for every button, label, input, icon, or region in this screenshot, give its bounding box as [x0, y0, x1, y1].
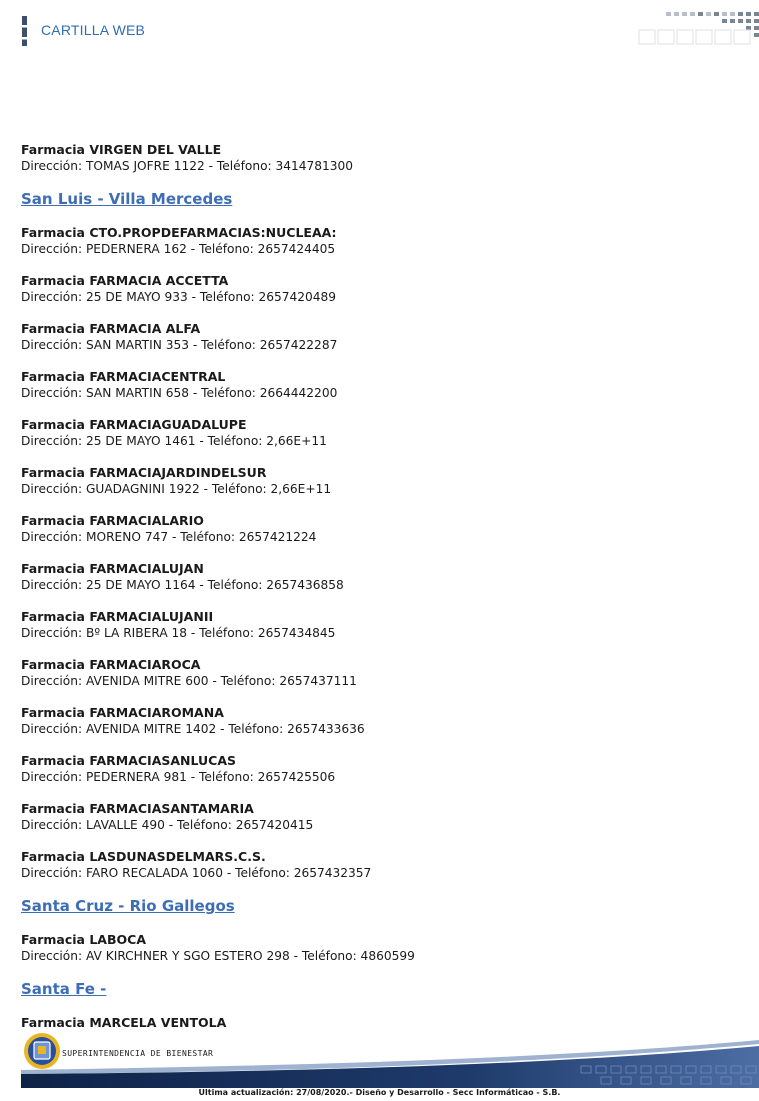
- footer-org-name: SUPERINTENDENCIA DE BIENESTAR: [62, 1049, 214, 1058]
- pharmacy-entry: [21, 141, 741, 175]
- pharmacy-name: Farmacia FARMACIALUJAN: [21, 561, 204, 576]
- pharmacy-entry: [21, 320, 741, 354]
- pharmacy-address: Dirección: AVENIDA MITRE 600 - Teléfono: 2657437111: [21, 674, 357, 688]
- pharmacy-name: Farmacia FARMACIACENTRAL: [21, 369, 226, 384]
- pharmacy-entry: [21, 752, 741, 786]
- pharmacy-name: Farmacia FARMACIAROMANA: [21, 705, 224, 720]
- pharmacy-name: Farmacia FARMACIAROCA: [21, 657, 201, 672]
- section-heading[interactable]: Santa Fe -: [21, 980, 107, 998]
- pharmacy-address: Dirección: TOMAS JOFRE 1122 - Teléfono: 3414781300: [21, 159, 354, 173]
- header-decoration: [636, 10, 759, 48]
- pharmacy-address: Dirección: LAVALLE 490 - Teléfono: 2657420415: [21, 818, 314, 832]
- pharmacy-name: Farmacia VIRGEN DEL VALLE: [21, 142, 222, 157]
- pharmacy-address: Dirección: SAN MARTIN 353 - Teléfono: 2657422287: [21, 338, 338, 352]
- pharmacy-entry: [21, 224, 741, 258]
- page-title: CARTILLA WEB: [41, 22, 146, 38]
- pharmacy-name: Farmacia FARMACIA ALFA: [21, 321, 201, 336]
- pharmacy-entry: [21, 368, 741, 402]
- pharmacy-name: Farmacia FARMACIASANTAMARIA: [21, 801, 254, 816]
- pharmacy-address: Dirección: 25 DE MAYO 1461 - Teléfono: 2,66E+11: [21, 434, 327, 448]
- pharmacy-name: Farmacia MARCELA VENTOLA: [21, 1015, 227, 1030]
- pharmacy-entry: [21, 931, 741, 965]
- section-heading[interactable]: San Luis - Villa Mercedes: [21, 190, 233, 208]
- pharmacy-address: Dirección: AVENIDA MITRE 1402 - Teléfono: 2657433636: [21, 722, 365, 736]
- pharmacy-address: Dirección: AV KIRCHNER Y SGO ESTERO 298 - Teléfono: 4860599: [21, 949, 415, 963]
- pharmacy-entry: [21, 560, 741, 594]
- footer-update-text: Ultima actualización: 27/08/2020.- Diseño y Desarrollo - Secc Informáticao - S.B.: [198, 1088, 561, 1097]
- pharmacy-address: Dirección: PEDERNERA 981 - Teléfono: 2657425506: [21, 770, 336, 784]
- pharmacy-address: Dirección: MORENO 747 - Teléfono: 2657421224: [21, 530, 317, 544]
- pharmacy-entry: [21, 464, 741, 498]
- pharmacy-name: Farmacia LABOCA: [21, 932, 146, 947]
- pharmacy-name: Farmacia FARMACIALARIO: [21, 513, 204, 528]
- pharmacy-list: [21, 141, 741, 1045]
- pharmacy-entry: [21, 656, 741, 690]
- pharmacy-entry: [21, 704, 741, 738]
- pharmacy-entry: [21, 1014, 741, 1031]
- pharmacy-entry: [21, 512, 741, 546]
- pharmacy-address: Dirección: GUADAGNINI 1922 - Teléfono: 2,66E+11: [21, 482, 332, 496]
- pharmacy-address: Dirección: 25 DE MAYO 933 - Teléfono: 2657420489: [21, 290, 337, 304]
- pharmacy-name: Farmacia FARMACIAGUADALUPE: [21, 417, 247, 432]
- pharmacy-address: Dirección: FARO RECALADA 1060 - Teléfono: 2657432357: [21, 866, 372, 880]
- pharmacy-name: Farmacia FARMACIA ACCETTA: [21, 273, 229, 288]
- pharmacy-name: Farmacia CTO.PROPDEFARMACIAS:NUCLEAA:: [21, 225, 337, 240]
- pharmacy-name: Farmacia FARMACIAJARDINDELSUR: [21, 465, 267, 480]
- pharmacy-name: Farmacia FARMACIALUJANII: [21, 609, 214, 624]
- pharmacy-address: Dirección: 25 DE MAYO 1164 - Teléfono: 2657436858: [21, 578, 344, 592]
- footer-banner: [21, 1030, 759, 1090]
- pharmacy-name: Farmacia LASDUNASDELMARS.C.S.: [21, 849, 266, 864]
- pharmacy-entry: [21, 608, 741, 642]
- section-heading[interactable]: Santa Cruz - Rio Gallegos: [21, 897, 235, 915]
- pharmacy-entry: [21, 272, 741, 306]
- pharmacy-entry: [21, 416, 741, 450]
- pharmacy-entry: [21, 800, 741, 834]
- pharmacy-address: Dirección: PEDERNERA 162 - Teléfono: 2657424405: [21, 242, 336, 256]
- pharmacy-entry: [21, 848, 741, 882]
- pharmacy-address: Dirección: SAN MARTIN 658 - Teléfono: 2664442200: [21, 386, 338, 400]
- pharmacy-address: Dirección: Bº LA RIBERA 18 - Teléfono: 2657434845: [21, 626, 336, 640]
- pharmacy-name: Farmacia FARMACIASANLUCAS: [21, 753, 237, 768]
- header-accent-bar: [22, 16, 27, 46]
